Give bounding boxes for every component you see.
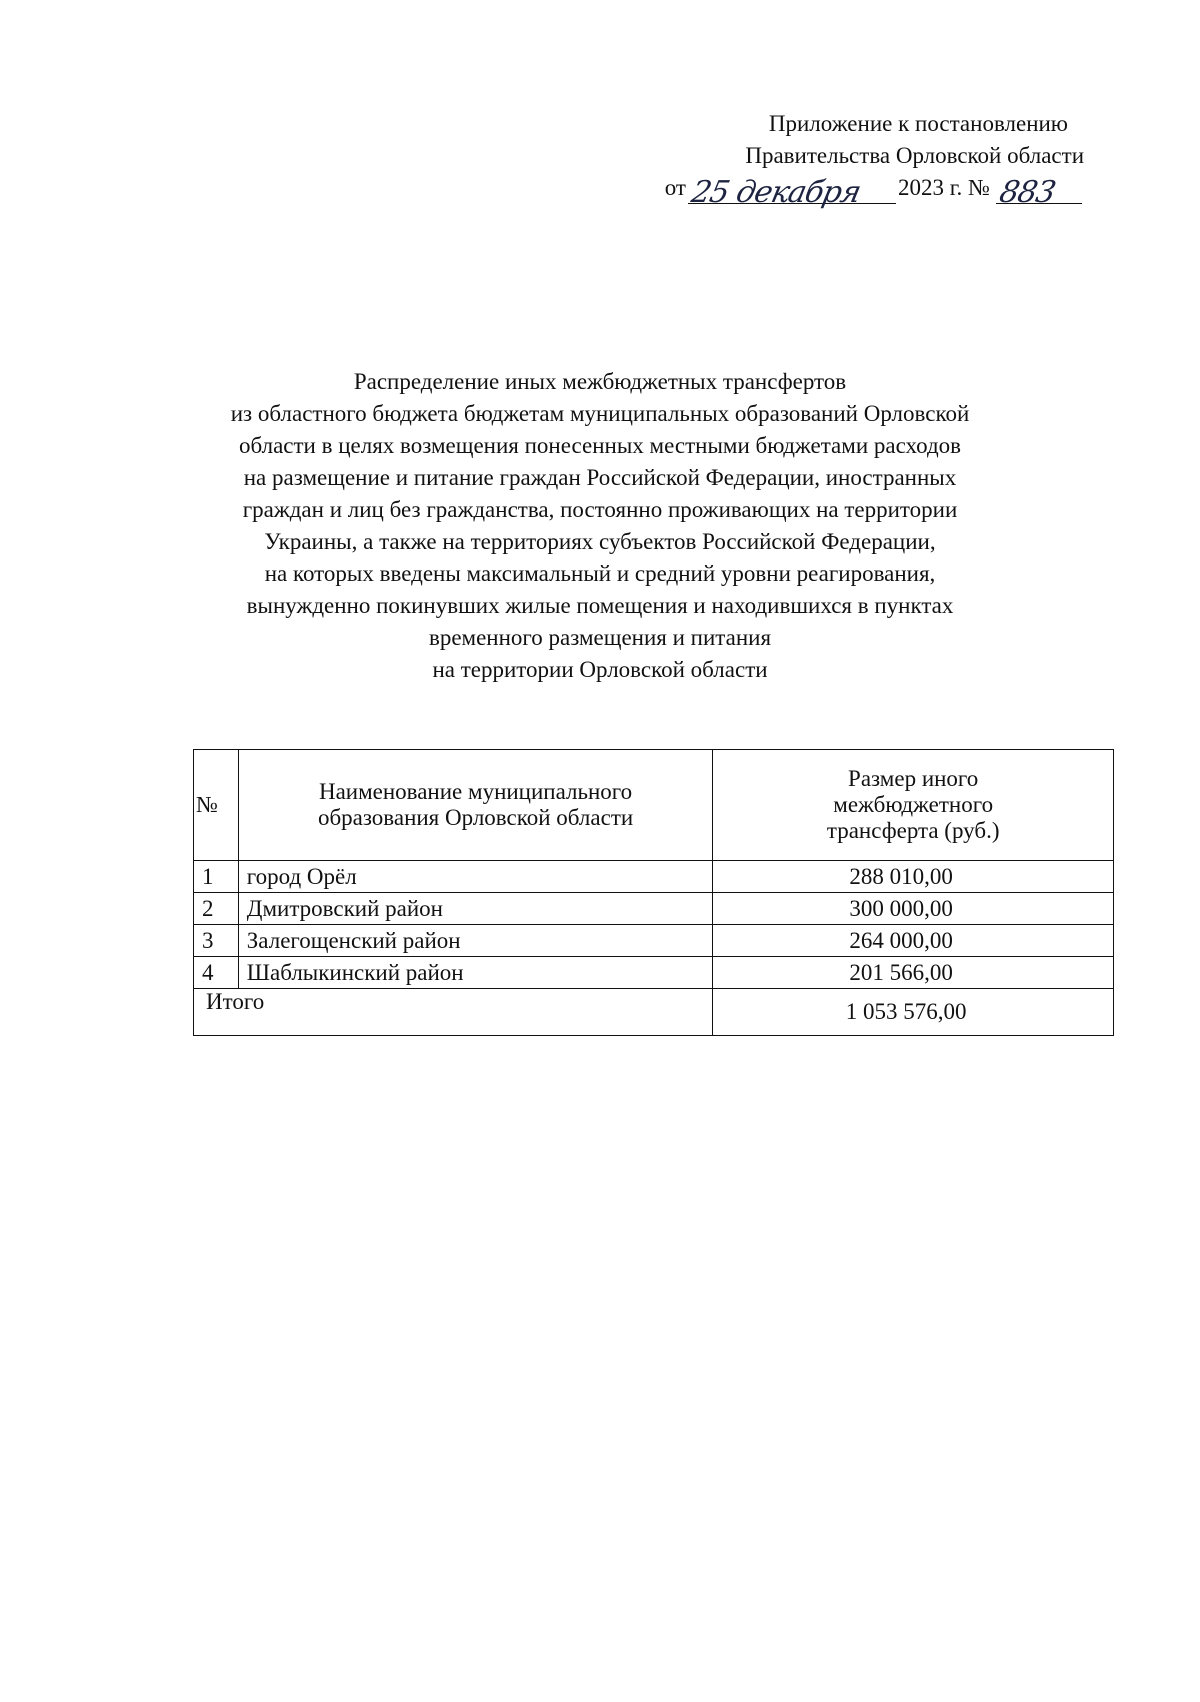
title-line: на размещение и питание граждан Российской Федерации, иностранных	[243, 465, 957, 490]
header-number: №	[194, 750, 239, 861]
title-line: Распределение иных межбюджетных трансфертов	[353, 369, 847, 394]
row-municipality: город Орёл	[238, 861, 713, 893]
title-line: на территории Орловской области	[432, 657, 768, 682]
title-line: на которых введены максимальный и средний уровни реагирования,	[264, 561, 936, 586]
row-number: 2	[194, 893, 239, 925]
year-and-number-label: 2023 г. №	[897, 175, 990, 200]
title-line: временного размещения и питания	[428, 625, 772, 650]
row-municipality: Залегощенский район	[238, 925, 713, 957]
number-field	[996, 175, 1082, 210]
header-municipality	[238, 750, 713, 861]
header-amount-line-1: Размер иного	[848, 766, 979, 791]
header-amount	[713, 750, 1114, 861]
appendix-line-2: Правительства Орловской области	[745, 143, 1084, 168]
table-header-row	[194, 750, 1114, 861]
row-municipality: Дмитровский район	[238, 893, 713, 925]
header-municipality-line-1: Наименование муниципального	[318, 779, 633, 804]
appendix-line-3	[664, 172, 1084, 210]
row-number: 4	[194, 957, 239, 989]
title-line: из областного бюджета бюджетам муниципальных образований Орловской	[230, 401, 970, 426]
document-title	[150, 366, 1050, 686]
transfers-table	[193, 749, 1114, 1036]
table-total-row	[194, 989, 1114, 1036]
row-number: 3	[194, 925, 239, 957]
row-amount: 288 010,00	[713, 861, 1114, 893]
table-row	[194, 861, 1114, 893]
row-number: 1	[194, 861, 239, 893]
date-prefix: от	[664, 175, 686, 200]
table-row	[194, 925, 1114, 957]
total-label: Итого	[194, 989, 713, 1036]
title-line: Украины, а также на территориях субъектов Российской Федерации,	[264, 529, 936, 554]
header-amount-line-3: трансферта (руб.)	[826, 818, 1000, 843]
title-line: вынужденно покинувших жилые помещения и находившихся в пунктах	[246, 593, 954, 618]
row-amount: 201 566,00	[713, 957, 1114, 989]
row-municipality: Шаблыкинский район	[238, 957, 713, 989]
handwritten-number: 883	[996, 175, 1059, 210]
title-line: области в целях возмещения понесенных местными бюджетами расходов	[238, 433, 962, 458]
row-amount: 264 000,00	[713, 925, 1114, 957]
appendix-line-1: Приложение к постановлению	[768, 111, 1068, 136]
date-field	[688, 175, 896, 210]
title-line: граждан и лиц без гражданства, постоянно проживающих на территории	[242, 497, 958, 522]
handwritten-date: 25 декабря	[688, 175, 864, 210]
table-row	[194, 893, 1114, 925]
table-row	[194, 957, 1114, 989]
row-amount: 300 000,00	[713, 893, 1114, 925]
header-amount-line-2: межбюджетного	[833, 792, 994, 817]
total-amount: 1 053 576,00	[713, 989, 1114, 1036]
header-municipality-line-2: образования Орловской области	[317, 805, 634, 830]
